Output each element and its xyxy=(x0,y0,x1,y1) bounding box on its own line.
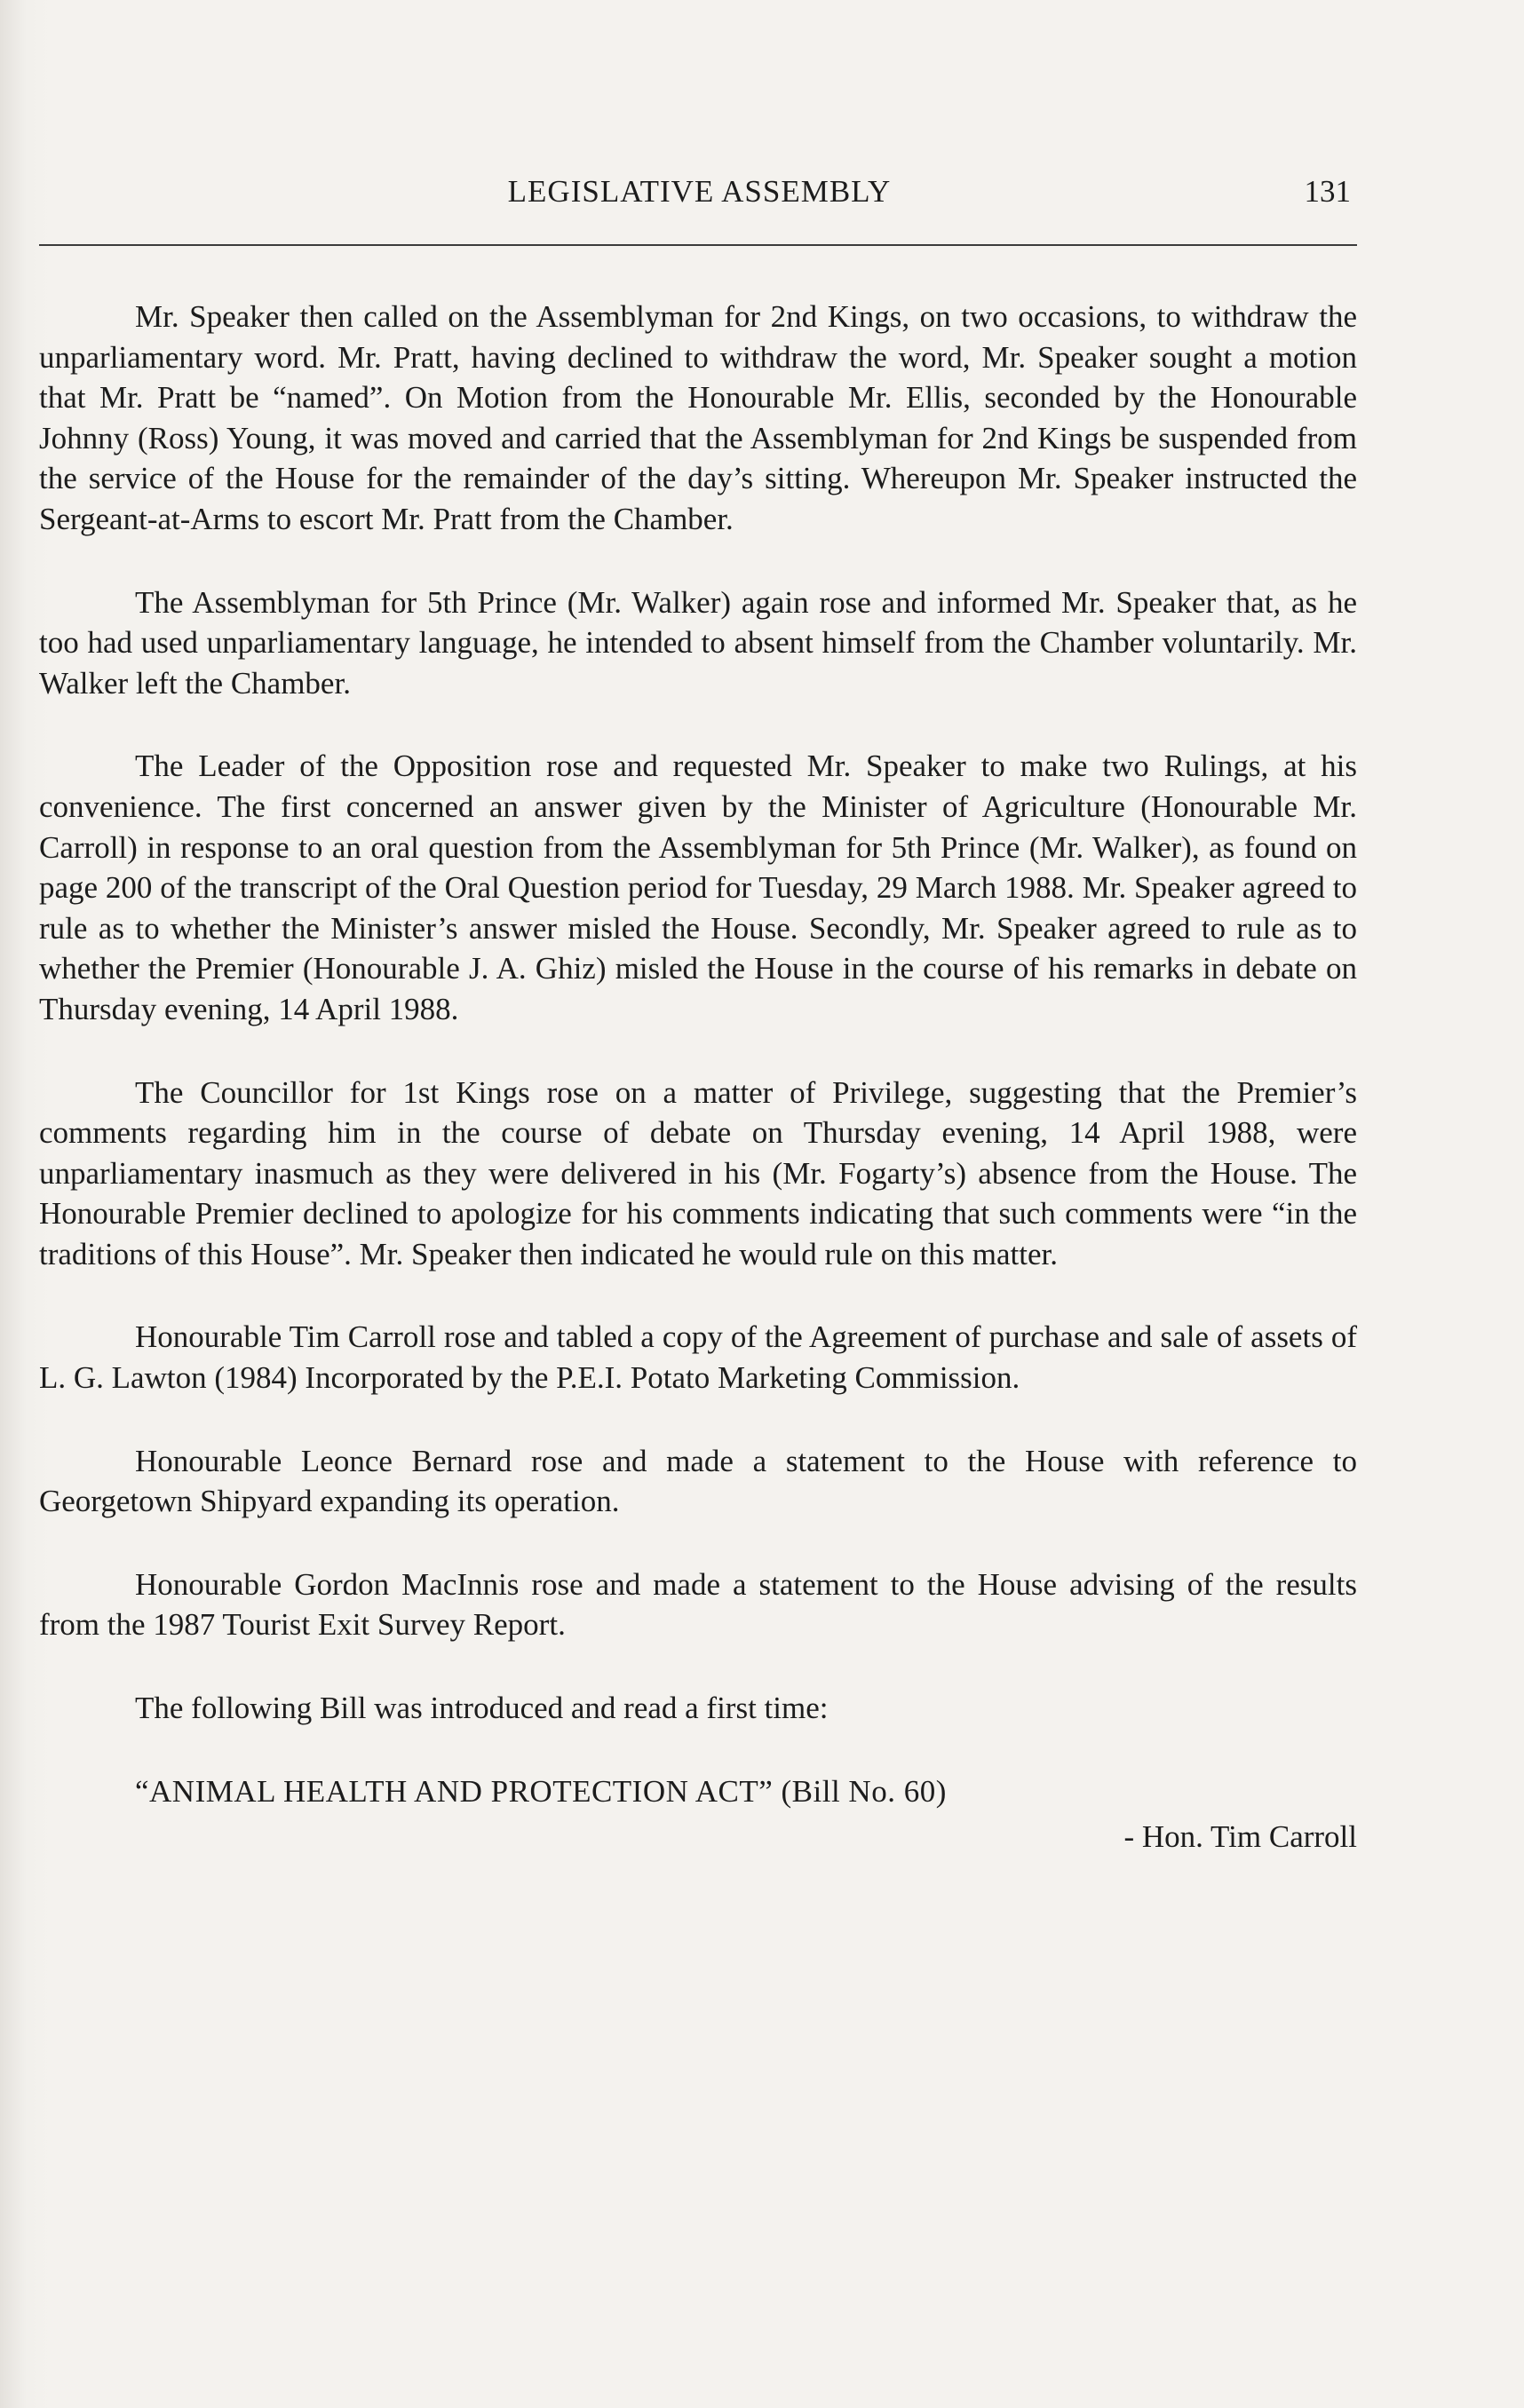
paragraph-opposition-rulings: The Leader of the Opposition rose and requested Mr. Speaker to make two Rulings, at his convenience. The first concerned an answer given by the Minister of Agriculture (Honourable Mr. Carroll) in response to an oral question from the Assemblyman for 5th Prince (Mr. Walker), as found on page 200 of the transcript of the Oral Question period for Tuesday, 29 March 1988. Mr. Speaker agreed to rule as to whether the Minister’s answer misled the House. Secondly, Mr. Speaker agreed to rule as to whether the Premier (Honourable J. A. Ghiz) misled the House in the course of his remarks in debate on Thursday evening, 14 April 1988. xyxy=(39,749,1357,1026)
paragraph-walker-absent: The Assemblyman for 5th Prince (Mr. Walker) again rose and informed Mr. Speaker that, as he too had used unparliamentary language, he intended to absent himself from the Chamber voluntarily. Mr. Walker left the Chamber. xyxy=(39,584,1357,701)
header-rule xyxy=(39,244,1357,246)
running-title: LEGISLATIVE ASSEMBLY xyxy=(507,174,892,209)
paragraph-macinnis-statement: Honourable Gordon MacInnis rose and made a statement to the House advising of the results from the 1987 Tourist Exit Survey Report. xyxy=(39,1566,1357,1643)
paragraph-pratt-named: Mr. Speaker then called on the Assemblyman for 2nd Kings, on two occasions, to withdraw the unparliamentary word. Mr. Pratt, having declined to withdraw the word, Mr. Speaker sought a motion that Mr. Pratt be “named”. On Motion from the Honourable Mr. Ellis, seconded by the Honourable Johnny (Ross) Young, it was moved and carried that the Assemblyman for 2nd Kings be suspended from the service of the House for the remainder of the day’s sitting. Whereupon Mr. Speaker instructed the Sergeant-at-Arms to escort Mr. Pratt from the Chamber. xyxy=(39,299,1357,536)
paragraph-bill-introduced: The following Bill was introduced and read a first time: xyxy=(135,1691,829,1726)
paragraph-privilege-matter: The Councillor for 1st Kings rose on a matter of Privilege, suggesting that the Premier’s comments regarding him in the course of debate on Thursday evening, 14 April 1988, were unparliamentary inasmuch as they were delivered in his (Mr. Fogarty’s) absence from the House. The Honourable Premier declined to apologize for his comments indicating that such comments were “in the traditions of this House”. Mr. Speaker then indicated he would rule on this matter. xyxy=(39,1074,1357,1271)
page-header xyxy=(39,174,1360,227)
bill-sponsor: - Hon. Tim Carroll xyxy=(1123,1819,1357,1855)
paragraph-carroll-tabled: Honourable Tim Carroll rose and tabled a copy of the Agreement of purchase and sale of assets of L. G. Lawton (1984) Incorporated by the P.E.I. Potato Marketing Commission. xyxy=(39,1319,1357,1396)
paragraph-bernard-statement: Honourable Leonce Bernard rose and made a statement to the House with reference to Georgetown Shipyard expanding its operation. xyxy=(39,1443,1357,1519)
bill-title: “ANIMAL HEALTH AND PROTECTION ACT” (Bill No. 60) xyxy=(135,1773,947,1809)
body-text xyxy=(39,297,1357,1857)
page-number: 131 xyxy=(1304,174,1351,209)
